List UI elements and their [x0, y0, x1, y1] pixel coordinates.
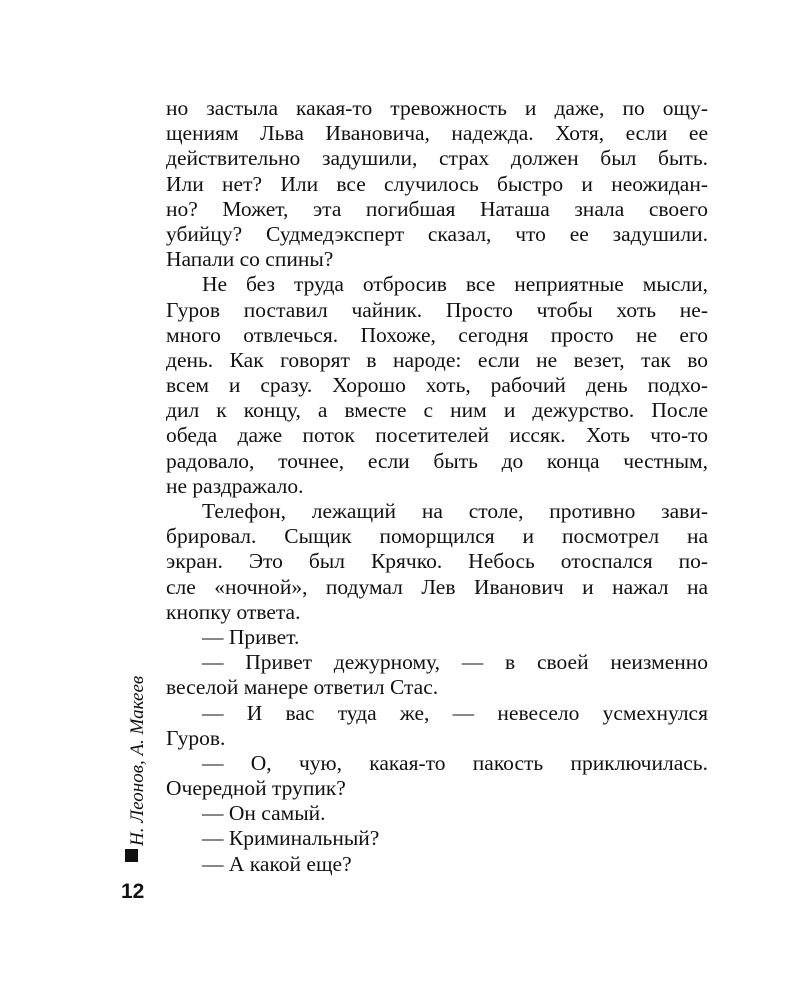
text-line: всем и сразу. Хорошо хоть, рабочий день подхо-: [166, 373, 708, 398]
dialogue-line: — Привет.: [202, 624, 300, 649]
text-line: радовало, точнее, если быть до конца честным,: [166, 448, 708, 473]
author-name: Н. Леонов, А. Макеев: [127, 675, 148, 846]
text-line: но застыла какая-то тревожность и даже, по ощу-: [166, 96, 708, 120]
body-text: [166, 96, 708, 877]
text-line: но? Может, эта погибшая Наташа знала своего: [166, 196, 708, 221]
dialogue-line: — О, чую, какая-то пакость приключилась.: [202, 750, 708, 775]
text-line: Гуров поставил чайник. Просто чтобы хоть не-: [166, 297, 708, 322]
dialogue-line: — И вас туда же, — невесело усмехнулся: [202, 700, 708, 725]
text-line: действительно задушили, страх должен был быть.: [166, 146, 708, 171]
text-line: веселой манере ответил Стас.: [166, 675, 439, 700]
text-line: кнопку ответа.: [166, 599, 301, 624]
text-line: убийцу? Судмедэксперт сказал, что ее задушили.: [166, 221, 708, 246]
text-line: сле «ночной», подумал Лев Иванович и нажал на: [166, 574, 708, 599]
running-head: [124, 676, 152, 866]
text-line: Гуров.: [166, 725, 226, 750]
square-marker-icon: [125, 849, 138, 862]
text-line: щениям Льва Ивановича, надежда. Хотя, если ее: [166, 121, 708, 146]
text-line: много отвлечься. Похоже, сегодня просто не его: [166, 322, 708, 347]
text-line: Напали со спины?: [166, 247, 334, 272]
text-line: брировал. Сыщик поморщился и посмотрел на: [166, 524, 708, 549]
text-line: Очередной трупик?: [166, 776, 346, 801]
dialogue-line: — Привет дежурному, — в своей неизменно: [202, 650, 708, 675]
text-line: экран. Это был Крячко. Небось отоспался по-: [166, 549, 708, 574]
text-line: день. Как говорят в народе: если не везет, так во: [166, 347, 708, 372]
dialogue-line: — Криминальный?: [202, 826, 380, 851]
text-line: обеда даже поток посетителей иссяк. Хоть что-то: [166, 423, 708, 448]
text-line: дил к концу, а вместе с ним и дежурство. После: [166, 398, 708, 423]
page-number: 12: [121, 880, 145, 903]
dialogue-line: — Он самый.: [202, 801, 326, 826]
dialogue-line: — А какой еще?: [202, 851, 352, 876]
text-line: Телефон, лежащий на столе, противно зави-: [202, 499, 708, 523]
text-line: Не без труда отбросив все неприятные мысли,: [202, 272, 708, 297]
text-line: Или нет? Или все случилось быстро и неожидан-: [166, 171, 708, 196]
text-line: не раздражало.: [166, 473, 304, 498]
